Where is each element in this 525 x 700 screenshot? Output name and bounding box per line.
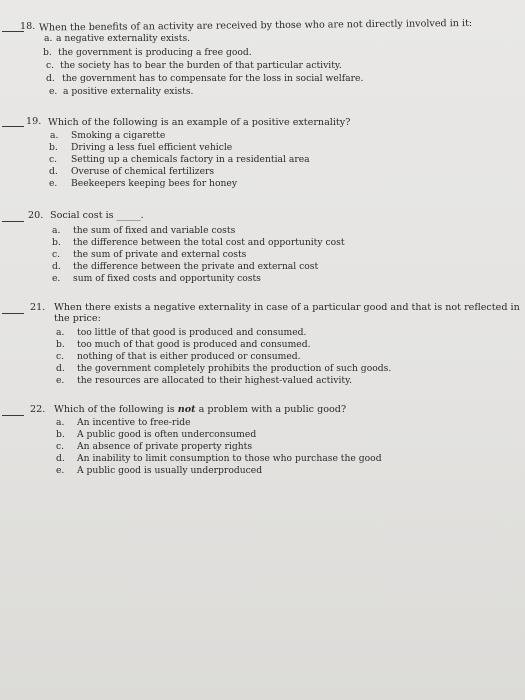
option-a: a. An incentive to free-ride <box>56 417 191 428</box>
answer-blank-22[interactable] <box>2 415 24 416</box>
option-b: b. A public good is often underconsumed <box>56 429 257 440</box>
option-c: c. the sum of private and external costs <box>52 249 247 260</box>
option-c: c. the society has to bear the burden of that particular activity. <box>46 60 342 71</box>
option-e: e. Beekeepers keeping bees for honey <box>49 178 238 189</box>
question-text: When the benefits of an activity are received by those who are not directly involved in it: <box>38 17 473 34</box>
option-b: b. the difference between the total cost and opportunity cost <box>52 237 345 248</box>
option-d: d. Overuse of chemical fertilizers <box>49 166 215 177</box>
option-d: d. the difference between the private and external cost <box>52 261 319 272</box>
option-d: d. the government completely prohibits the production of such goods. <box>56 363 392 374</box>
question-text: Which of the following is an example of a positive externality? <box>48 117 351 128</box>
answer-blank-19[interactable] <box>2 126 24 127</box>
option-e: e. the resources are allocated to their highest-valued activity. <box>56 375 353 386</box>
question-text: Social cost is _____. <box>50 210 144 221</box>
option-b: b. too much of that good is produced and consumed. <box>56 339 311 350</box>
option-e: e. a positive externality exists. <box>49 86 194 97</box>
question-number: 20. <box>28 210 44 221</box>
option-c: c. Setting up a chemicals factory in a residential area <box>49 154 310 165</box>
question-number: 18. <box>20 21 36 32</box>
question-number: 22. <box>30 404 46 415</box>
option-b: b. the government is producing a free good. <box>43 47 252 58</box>
question-text: Which of the following is not a problem with a public good? <box>54 404 347 415</box>
option-a: a. the sum of fixed and variable costs <box>52 225 236 236</box>
option-a: a. too little of that good is produced and consumed. <box>56 327 307 338</box>
question-number: 21. <box>30 302 46 313</box>
option-e: e. A public good is usually underproduced <box>56 465 263 476</box>
option-d: d. An inability to limit consumption to those who purchase the good <box>56 453 382 464</box>
option-e: e. sum of fixed costs and opportunity costs <box>52 273 261 284</box>
option-b: b. Driving a less fuel efficient vehicle <box>49 142 233 153</box>
option-a: a. a negative externality exists. <box>44 33 191 44</box>
option-c: c. An absence of private property rights <box>56 441 253 452</box>
option-c: c. nothing of that is either produced or consumed. <box>56 351 301 362</box>
option-a: a. Smoking a cigarette <box>50 130 166 141</box>
answer-blank-20[interactable] <box>2 221 24 222</box>
question-number: 19. <box>26 116 42 127</box>
emphasis-not: not <box>177 404 196 415</box>
answer-blank-21[interactable] <box>2 313 24 314</box>
option-d: d. the government has to compensate for the loss in social welfare. <box>46 73 364 84</box>
question-text: When there exists a negative externality in case of a particular good and that is not reflected in the price: <box>54 302 520 324</box>
